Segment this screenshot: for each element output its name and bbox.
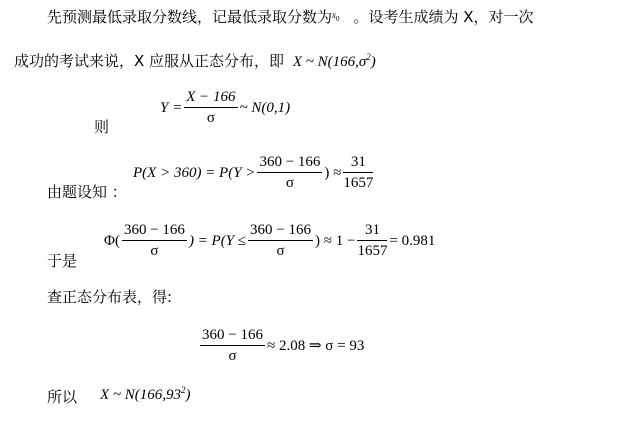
given-label: 由题设知 ： xyxy=(47,183,127,201)
paragraph-line-1 xyxy=(47,8,534,29)
line2-text: 成功的考试来说，X 应服从正态分布，即 xyxy=(14,52,285,70)
distribution-formula: X ~ $N(166,\sigma^2)$ xyxy=(292,52,376,70)
so-label: 所以 xyxy=(47,388,78,406)
x0-symbol: x0 xyxy=(332,10,340,23)
equation-probability: P(X > 360) = P(Y > $\frac{360 - 166}{\sigma}$ ) ≈ $\frac{31}{1657}$ xyxy=(133,154,374,191)
equation-sigma: $\frac{360 - 166}{\sigma}$ ≈ 2.08 ⇒ σ = 93 xyxy=(202,327,365,364)
paragraph-line-2 xyxy=(14,52,376,71)
equation-phi: Φ( $\frac{360 - 166}{\sigma}$ ) = P(Y ≤ $\frac{360 - 166}{\sigma}$ ) ≈ 1 − $\frac{31}{1657}$ = 0.981 xyxy=(104,222,436,259)
line1-text-a: 先预测最低录取分数线，记最低录取分数为 xyxy=(47,8,333,26)
final-distribution: X ~ N(166,93$^2$) xyxy=(100,385,191,403)
line1-text-b: 。设考生成绩为 X，对一次 xyxy=(353,8,534,26)
thus-label: 于是 xyxy=(47,252,78,270)
table-lookup-label: 查正态分布表，得: xyxy=(47,288,173,306)
equation-standardize: Y = $\frac{X - 166}{\sigma}$ ~ N(0,1) xyxy=(160,89,291,126)
then-label: 则 xyxy=(94,118,110,136)
